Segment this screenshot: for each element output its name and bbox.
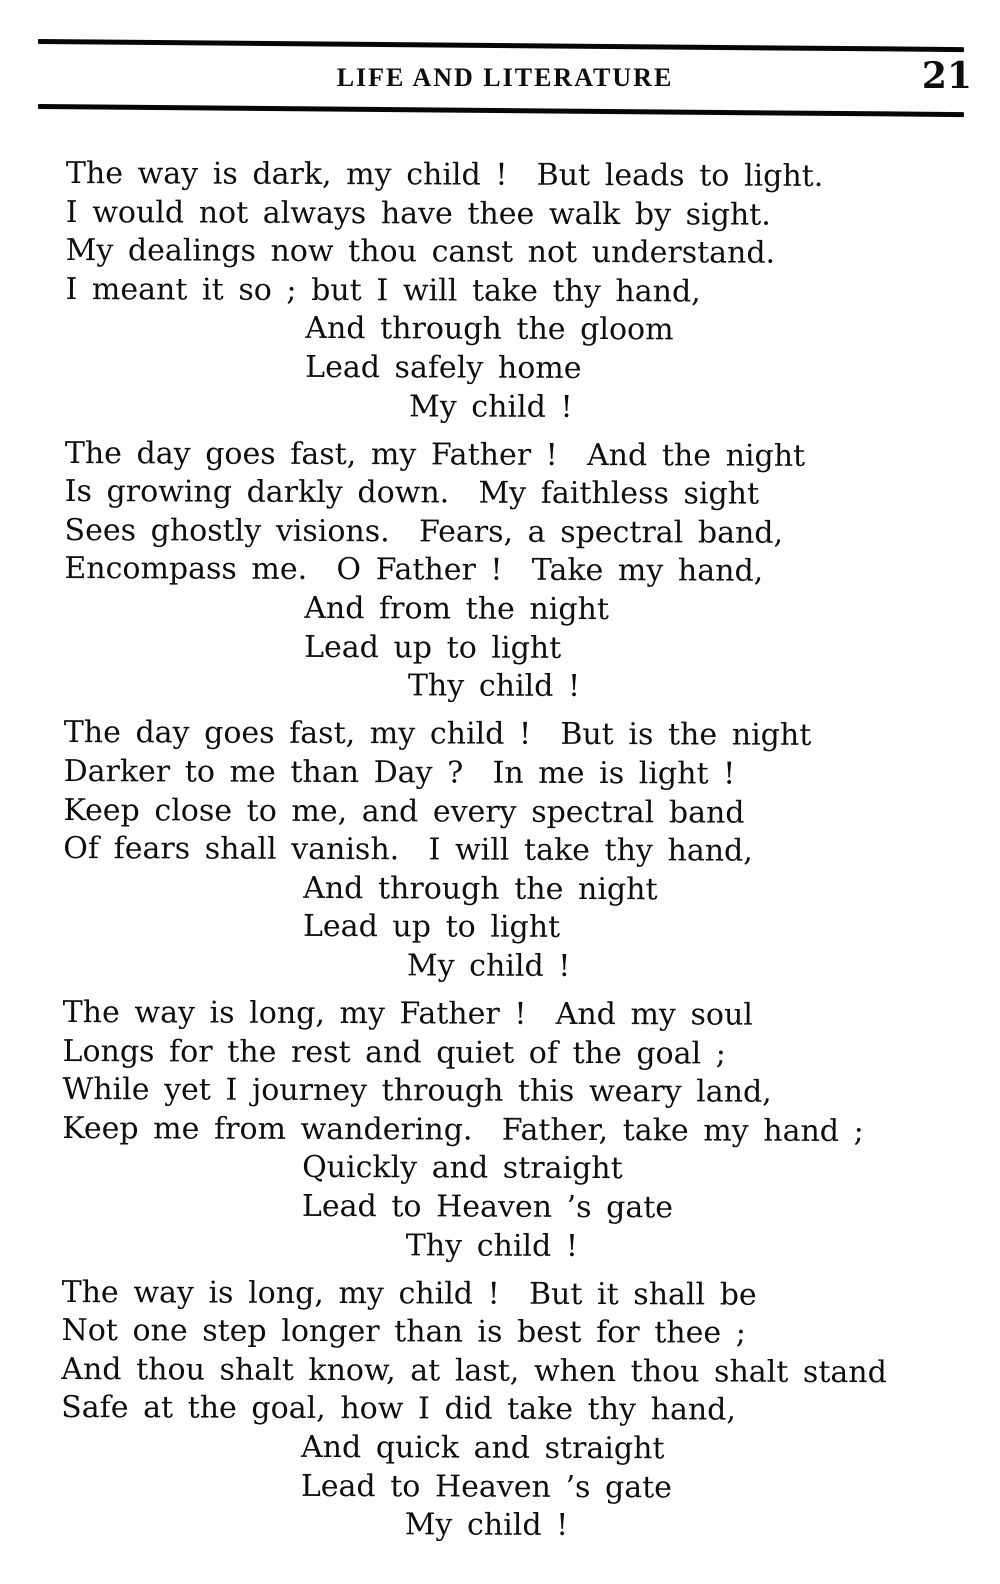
poem-line: And from the night [304, 590, 610, 628]
header-rule [38, 104, 964, 117]
poem-line: The day goes fast, my Father ! And the night [64, 435, 806, 474]
poem-line: Thy child ! [405, 1227, 579, 1264]
poem-stanza [61, 1274, 967, 1548]
top-rule [38, 39, 964, 52]
poem-line: My dealings now thou canst not understand. [65, 233, 776, 271]
poem-stanza [64, 435, 970, 709]
poem-line: While yet I journey through this weary land, [62, 1072, 772, 1110]
poem-line: My child ! [406, 948, 571, 984]
poem-line: Thy child ! [407, 668, 581, 705]
poem-line: Longs for the rest and quiet of the goal ; [62, 1033, 726, 1072]
poem-line: And quick and straight [300, 1429, 665, 1467]
poem-line: Lead to Heaven ’s gate [301, 1188, 674, 1226]
poem-line: The way is long, my child ! But it shall be [61, 1274, 757, 1313]
poem-line: And thou shalt know, at last, when thou shalt stand [61, 1351, 887, 1390]
poem-line: The way is dark, my child ! But leads to light. [65, 156, 824, 194]
page-number: 21 [921, 55, 972, 97]
poem-text [61, 155, 971, 1557]
poem-line: Darker to me than Day ? In me is light ! [63, 753, 736, 792]
poem-line: Lead safely home [305, 349, 582, 386]
poem-line: Safe at the goal, how I did take thy hand, [61, 1390, 737, 1428]
poem-line: Not one step longer than is best for thee ; [61, 1313, 746, 1351]
running-head [38, 55, 972, 100]
poem-line: Quickly and straight [302, 1150, 623, 1187]
running-title: LIFE AND LITERATURE [336, 63, 674, 92]
poem-line: The day goes fast, my child ! But is the night [63, 715, 812, 754]
poem-line: My child ! [408, 388, 573, 425]
poem-line: Encompass me. O Father ! Take my hand, [64, 551, 764, 590]
poem-line: Keep close to me, and every spectral band [63, 792, 745, 831]
poem-line: My child ! [404, 1507, 569, 1544]
poem-stanza [65, 155, 971, 429]
poem-line: Lead up to light [304, 629, 562, 666]
poem-line: Of fears shall vanish. I will take thy hand, [63, 831, 753, 869]
poem-stanza [63, 714, 969, 988]
poem-line: I would not always have thee walk by sight. [65, 194, 771, 233]
poem-line: I meant it so ; but I will take thy hand, [65, 271, 701, 310]
poem-line: Keep me from wandering. Father, take my hand ; [62, 1110, 864, 1149]
poem-line: Sees ghostly visions. Fears, a spectral band, [64, 512, 784, 551]
poem-line: The way is long, my Father ! And my soul [62, 994, 753, 1033]
poem-line: And through the night [303, 870, 658, 907]
poem-stanza [62, 994, 968, 1268]
poem-line: Lead to Heaven ’s gate [300, 1468, 673, 1505]
poem-line: And through the gloom [305, 311, 674, 348]
poem-line: Lead up to light [302, 909, 561, 946]
poem-line: Is growing darkly down. My faithless sight [64, 474, 760, 512]
